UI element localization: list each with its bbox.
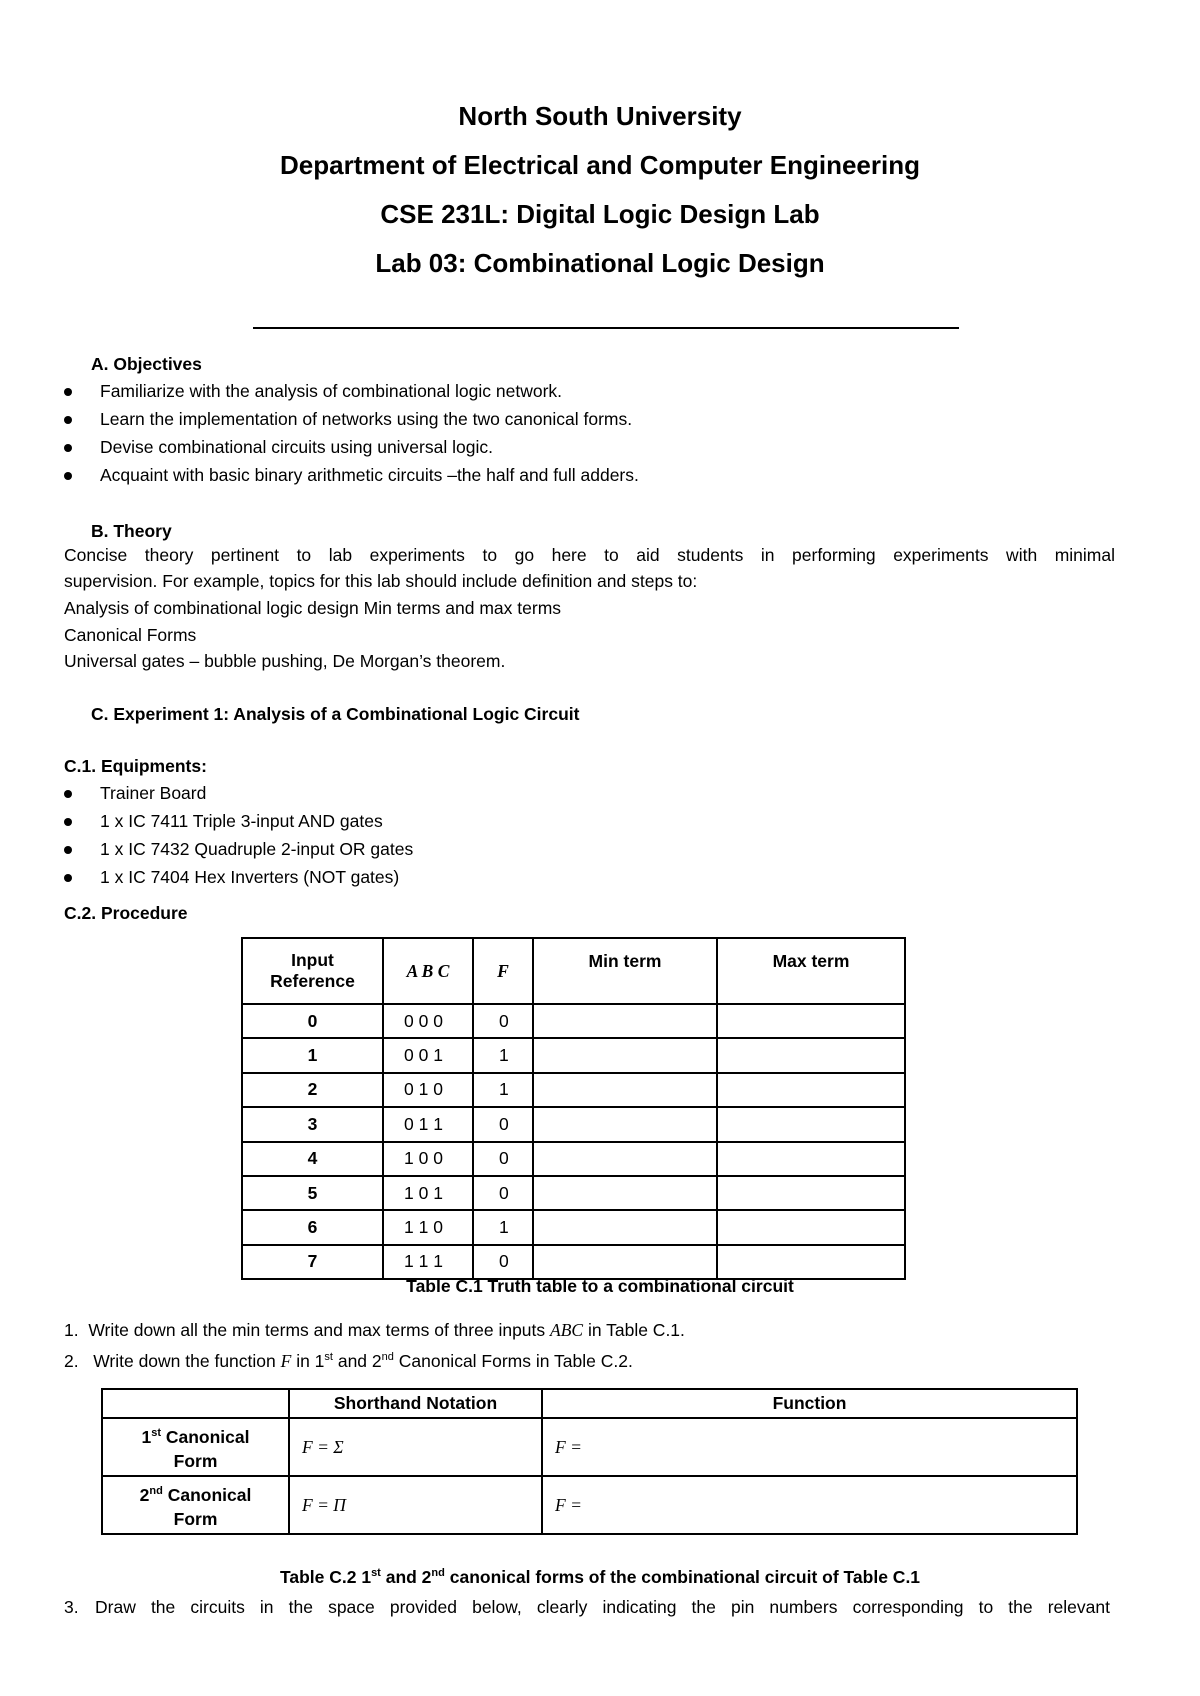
row-label-second-canonical [102,1476,289,1534]
theory-topic: Canonical Forms [64,625,197,645]
cell-min-term [533,1210,717,1244]
header-divider [253,327,959,329]
cell-f: 0 [473,1245,533,1279]
bullet-icon [64,444,72,452]
bullet-icon [64,416,72,424]
header-function: Function [542,1389,1077,1418]
superscript: st [371,1567,381,1580]
label-text: 2 [139,1484,150,1505]
bullet-icon [64,790,72,798]
objective-item: Familiarize with the analysis of combinational logic network. [100,381,563,401]
header-shorthand: Shorthand Notation [289,1389,542,1418]
cell-ref: 1 [242,1038,383,1072]
superscript: nd [149,1485,163,1498]
theory-heading: B. Theory [91,521,172,541]
cell-max-term [717,1176,905,1210]
cell-f: 1 [473,1073,533,1107]
cell-max-term [717,1210,905,1244]
table-row [102,1476,1077,1534]
cell-ref: 0 [242,1004,383,1038]
theory-topic: Analysis of combinational logic design Min terms and max terms [64,598,562,618]
cell-abc: 0 0 1 [383,1038,473,1072]
cell-max-term [717,1004,905,1038]
header-f: F [473,938,533,1004]
cell-shorthand: F = Σ [289,1418,542,1476]
cell-f: 0 [473,1142,533,1176]
cell-min-term [533,1142,717,1176]
cell-f: 0 [473,1107,533,1141]
objective-item: Acquaint with basic binary arithmetic circuits –the half and full adders. [100,465,639,485]
cell-abc: 1 0 0 [383,1142,473,1176]
equipments-heading: C.1. Equipments: [64,756,207,776]
cell-ref: 5 [242,1176,383,1210]
row-label-first-canonical [102,1418,289,1476]
equipment-item: 1 x IC 7404 Hex Inverters (NOT gates) [100,867,400,887]
cell-abc: 0 1 0 [383,1073,473,1107]
header-abc: A B C [383,938,473,1004]
equipment-item: 1 x IC 7432 Quadruple 2-input OR gates [100,839,414,859]
table-row [242,1004,905,1038]
cell-min-term [533,1073,717,1107]
cell-abc: 1 1 0 [383,1210,473,1244]
procedure-heading: C.2. Procedure [64,903,188,923]
cell-ref: 6 [242,1210,383,1244]
cell-max-term [717,1107,905,1141]
cell-shorthand: F = Π [289,1476,542,1534]
cell-abc: 0 0 0 [383,1004,473,1038]
step-text: Write down all the min terms and max terms of three inputs [88,1320,551,1340]
objective-item: Learn the implementation of networks using the two canonical forms. [100,409,633,429]
cell-ref: 3 [242,1107,383,1141]
course-title: CSE 231L: Digital Logic Design Lab [380,199,820,229]
equipment-item: 1 x IC 7411 Triple 3-input AND gates [100,811,383,831]
table-row [242,1107,905,1141]
header-input-reference [242,938,383,1004]
bullet-icon [64,846,72,854]
table-header-row [242,938,905,1004]
bullet-icon [64,874,72,882]
cell-f: 1 [473,1038,533,1072]
cell-function: F = [542,1476,1077,1534]
superscript: nd [431,1567,445,1580]
superscript: st [151,1427,161,1440]
cell-max-term [717,1142,905,1176]
experiment-heading: C. Experiment 1: Analysis of a Combinational Logic Circuit [91,704,580,724]
caption-text: and 2 [380,1567,432,1587]
cell-ref: 7 [242,1245,383,1279]
truth-table [241,937,906,1280]
department-name: Department of Electrical and Computer Engineering [280,150,920,180]
step-text: Canonical Forms in Table C.2. [393,1351,633,1371]
table-row [242,1210,905,1244]
bullet-icon [64,472,72,480]
step-variable: ABC [550,1320,584,1340]
theory-paragraph-line: supervision. For example, topics for this lab should include definition and steps to: [64,571,698,591]
university-name: North South University [458,101,742,131]
step-3-text: Draw the circuits in the space provided below, clearly indicating the pin numbers corresponding to the relevant [95,1597,1110,1617]
step-text: in 1 [291,1351,325,1371]
table-header-row [102,1389,1077,1418]
table-c1-caption: Table C.1 Truth table to a combinational circuit [406,1276,794,1296]
cell-max-term [717,1245,905,1279]
cell-min-term [533,1176,717,1210]
table-row [102,1418,1077,1476]
step-text: in Table C.1. [583,1320,685,1340]
cell-min-term [533,1038,717,1072]
theory-topic: Universal gates – bubble pushing, De Morgan’s theorem. [64,651,506,671]
objectives-heading: A. Objectives [91,354,202,374]
lab-title: Lab 03: Combinational Logic Design [375,248,825,278]
theory-paragraph-line: Concise theory pertinent to lab experiments to go here to aid students in performing experiments with minimal [64,545,1115,565]
cell-max-term [717,1073,905,1107]
table-row [242,1245,905,1279]
cell-abc: 1 1 1 [383,1245,473,1279]
superscript: st [324,1351,333,1364]
step-2 [64,1351,633,1372]
step-text: Write down the function [93,1351,281,1371]
cell-function: F = [542,1418,1077,1476]
step-1 [64,1320,685,1341]
header-label: Reference [270,971,355,991]
table-row [242,1142,905,1176]
cell-max-term [717,1038,905,1072]
bullet-icon [64,388,72,396]
table-row [242,1038,905,1072]
cell-f: 0 [473,1004,533,1038]
step-variable: F [280,1351,292,1371]
cell-min-term [533,1107,717,1141]
cell-ref: 2 [242,1073,383,1107]
label-text: Form [173,1450,218,1471]
table-c2-caption [0,1567,1200,1588]
step-text: and 2 [332,1351,382,1371]
label-text: Form [173,1508,218,1529]
cell-f: 0 [473,1176,533,1210]
label-text: Canonical [161,1426,250,1447]
equipment-item: Trainer Board [100,783,207,803]
cell-abc: 1 0 1 [383,1176,473,1210]
table-row [242,1176,905,1210]
header-label: Input [291,950,334,970]
objective-item: Devise combinational circuits using universal logic. [100,437,493,457]
cell-min-term [533,1004,717,1038]
caption-text: canonical forms of the combinational circuit of Table C.1 [444,1567,921,1587]
step-number: 2. [64,1351,79,1371]
caption-text: Table C.2 1 [279,1567,372,1587]
cell-f: 1 [473,1210,533,1244]
header-blank [102,1389,289,1418]
cell-abc: 0 1 1 [383,1107,473,1141]
superscript: nd [381,1351,394,1364]
cell-min-term [533,1245,717,1279]
label-text: 1 [141,1426,152,1447]
label-text: Canonical [162,1484,252,1505]
cell-ref: 4 [242,1142,383,1176]
table-row [242,1073,905,1107]
bullet-icon [64,818,72,826]
canonical-forms-table [101,1388,1078,1535]
step-3-number: 3. [64,1597,79,1617]
header-max-term: Max term [717,938,905,1004]
step-number: 1. [64,1320,79,1340]
header-min-term: Min term [533,938,717,1004]
